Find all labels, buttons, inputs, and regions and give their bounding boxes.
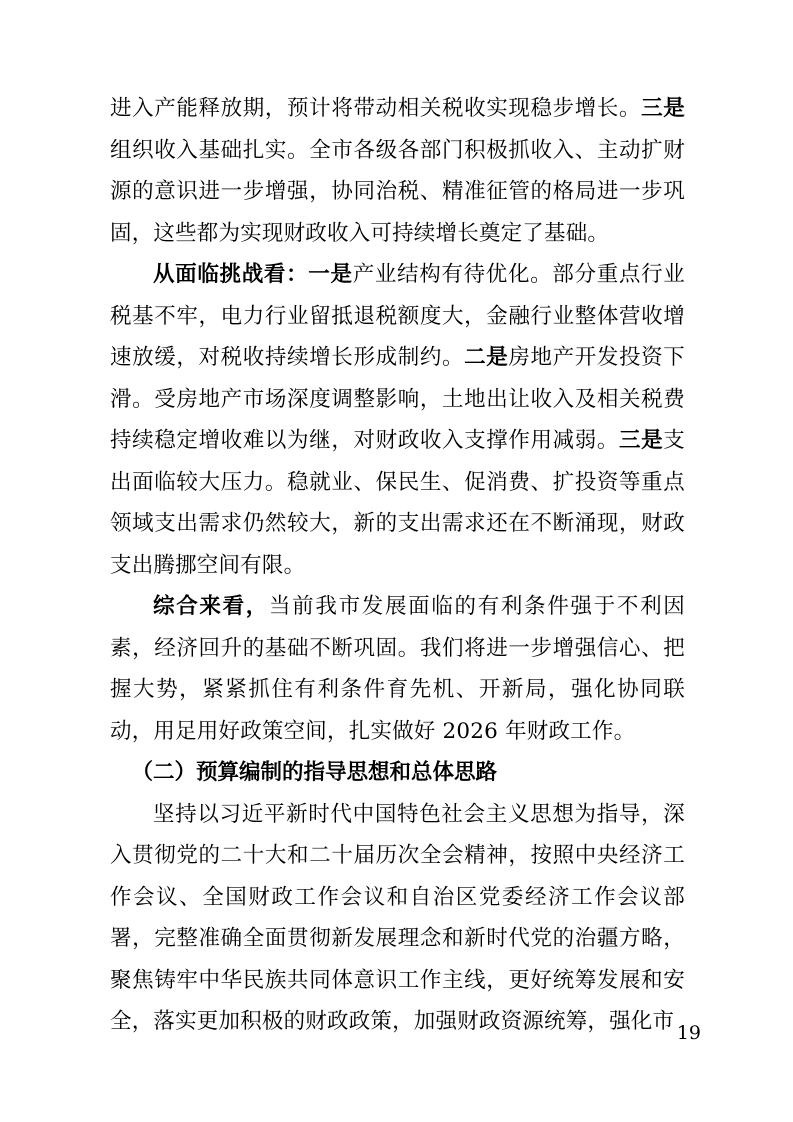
emphasis-run: 三是	[641, 96, 685, 121]
text-run: 当前我市发展面临的有利条件强于不利因素，经济回升的基础不断巩固。我们将进一步增强信心、把握大势，紧紧抓住有利条件育先机、开新局，强化协同联动，用足用好政策空间，扎实做好 2026 年财政工作。	[110, 594, 685, 744]
text-run: 进入产能释放期，预计将带动相关税收实现稳步增长。	[110, 96, 642, 121]
text-run: 组织收入基础扎实。全市各级各部门积极抓收入、主动扩财源的意识进一步增强，协同治税、精准征管的格局进一步巩固，这些都为实现财政收入可持续增长奠定了基础。	[110, 137, 685, 246]
text-run: 房地产开发投资下滑。受房地产市场深度调整影响，土地出让收入及相关税费持续稳定增收难以为继，对财政收入支撑作用减弱。	[110, 345, 685, 453]
body-paragraph-guiding-ideology	[110, 794, 685, 1043]
text-run: 产业结构有待优化。部分重点行业税基不牢，电力行业留抵退税额度大，金融行业整体营收增速放缓，对税收持续增长形成制约。	[110, 262, 685, 370]
section-heading-budget-guidance: （二）预算编制的指导思想和总体思路	[131, 760, 498, 785]
emphasis-run: 综合来看，	[153, 594, 269, 619]
body-paragraph-revenue-growth	[110, 88, 685, 254]
page-number: 19	[676, 1022, 701, 1044]
emphasis-run: 二是	[464, 345, 509, 370]
page-content	[110, 88, 685, 1043]
body-paragraph-summary	[110, 586, 685, 752]
emphasis-run: 三是	[619, 428, 664, 453]
emphasis-run: 从面临挑战看：一是	[153, 262, 353, 287]
text-run: 坚持以习近平新时代中国特色社会主义思想为指导，深入贯彻党的二十大和二十届历次全会精神，按照中央经济工作会议、全国财政工作会议和自治区党委经济工作会议部署，完整准确全面贯彻新发展理念和新时代党的治疆方略，聚焦铸牢中华民族共同体意识工作主线，更好统筹发展和安全，落实更加积极的财政政策，加强财政资源统筹，强化市	[110, 801, 685, 1034]
text-run: 支出面临较大压力。稳就业、保民生、促消费、扩投资等重点领域支出需求仍然较大，新的支出需求还在不断涌现，财政支出腾挪空间有限。	[110, 428, 685, 578]
body-paragraph-challenges	[110, 254, 685, 586]
